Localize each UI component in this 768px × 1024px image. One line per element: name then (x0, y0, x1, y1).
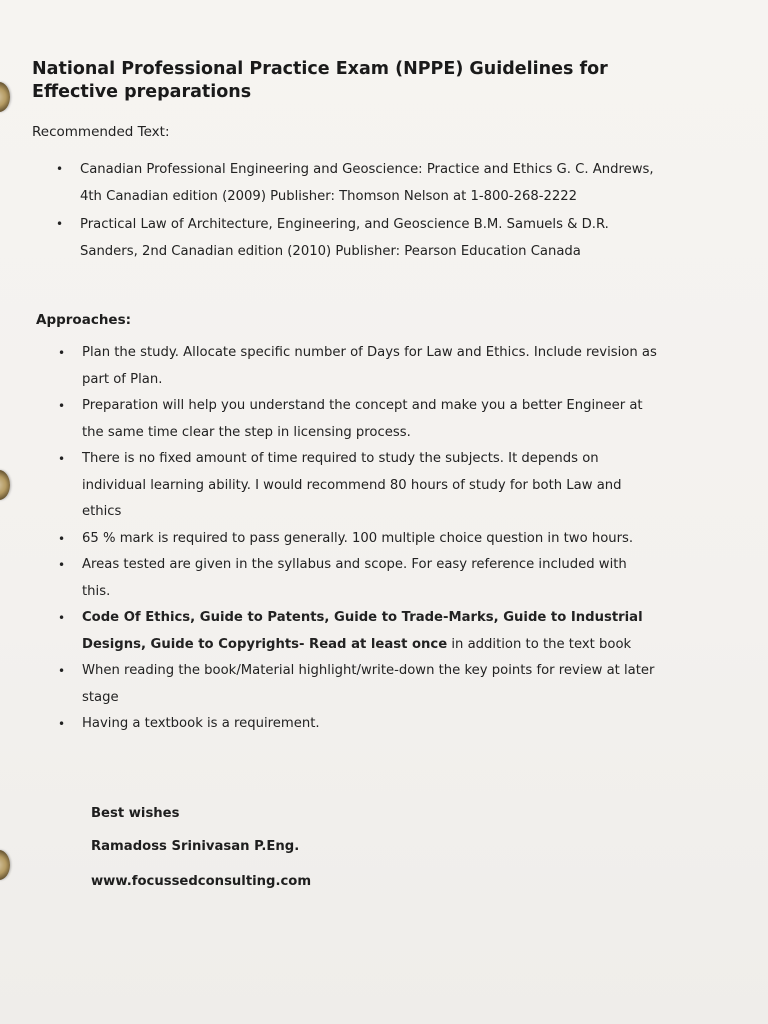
approach-text: in addition to the text book (447, 636, 632, 652)
punch-hole (0, 82, 10, 112)
approaches-heading: Approaches: (36, 312, 132, 328)
approaches-list (58, 340, 658, 738)
approach-text: When reading the book/Material highlight/write-down the key points for review at later stage (82, 663, 655, 705)
bullet-icon: • (58, 452, 66, 466)
bullet-icon: • (58, 558, 66, 572)
bullet-icon: • (58, 531, 66, 546)
bullet-icon: • (56, 162, 64, 176)
book-entry: Canadian Professional Engineering and Geoscience: Practice and Ethics G. C. Andrews, 4th Canadian edition (2009) Publisher: Thomson Nelson at 1-800-268-2222 (80, 162, 654, 204)
list-item (56, 211, 656, 265)
bullet-icon: • (56, 217, 64, 231)
approach-text: Preparation will help you understand the concept and make you a better Engineer at the same time clear the step in licensing process. (82, 398, 643, 440)
author-name: Ramadoss Srinivasan P.Eng. (91, 839, 300, 854)
approach-text: Areas tested are given in the syllabus and scope. For easy reference included with this. (82, 557, 627, 599)
document-title: National Professional Practice Exam (NPPE) Guidelines for Effective preparations (32, 59, 608, 102)
bullet-icon: • (58, 664, 66, 678)
list-item (58, 446, 658, 526)
list-item (58, 552, 658, 605)
list-item (58, 393, 658, 446)
list-item (56, 156, 656, 210)
punch-hole (0, 470, 10, 500)
bullet-icon: • (58, 346, 66, 360)
bullet-icon: • (58, 399, 66, 413)
approach-text: There is no fixed amount of time required to study the subjects. It depends on individual learning ability. I would recommend 80 hours of study for both Law and ethics (82, 451, 622, 519)
list-item (58, 340, 658, 393)
approach-text: Having a textbook is a requirement. (82, 716, 320, 731)
bullet-icon: • (58, 717, 66, 731)
approach-bold-text: Code Of Ethics, Guide to Patents, Guide to Trade-Marks, Guide to Industrial Designs, Guide to Copyrights- Read at least once (82, 610, 643, 652)
recommended-books-list (56, 156, 656, 266)
list-item (58, 605, 658, 658)
list-item (58, 711, 658, 738)
approach-text: Plan the study. Allocate specific number of Days for Law and Ethics. Include revision as part of Plan. (82, 345, 657, 387)
book-entry: Practical Law of Architecture, Engineering, and Geoscience B.M. Samuels & D.R. Sanders, 2nd Canadian edition (2010) Publisher: Pearson Education Canada (80, 217, 609, 259)
website-link[interactable]: www.focussedconsulting.com (91, 874, 312, 889)
bullet-icon: • (58, 611, 66, 625)
recommended-text-heading: Recommended Text: (32, 124, 170, 140)
punch-hole (0, 850, 10, 880)
list-item (58, 658, 658, 711)
approach-text: 65 % mark is required to pass generally. 100 multiple choice question in two hours. (82, 530, 634, 546)
list-item (58, 526, 658, 553)
closing-text: Best wishes (91, 806, 180, 821)
